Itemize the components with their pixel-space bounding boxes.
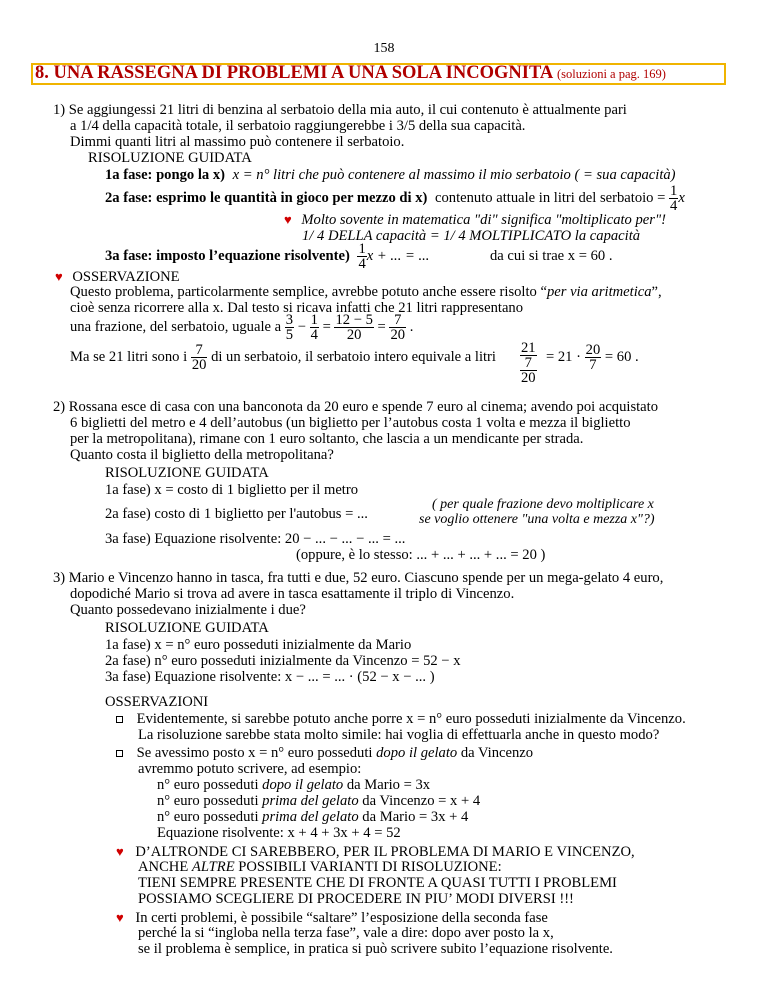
- obs-mid: = 21 ·: [546, 349, 581, 365]
- p2-hint-line2: se voglio ottenere "una volta e mezza x"?): [419, 512, 655, 527]
- frac-num: 3: [285, 312, 294, 329]
- p2-phase2: 2a fase) costo di 1 biglietto per l'autobus = ...: [105, 506, 368, 522]
- b2-text: Se avessimo posto x = n° euro posseduti: [136, 745, 377, 761]
- p3-heart2-line3: se il problema è semplice, in pratica si può scrivere subito l’equazione risolvente.: [138, 941, 613, 957]
- p1-phase2-fraction: [669, 184, 678, 213]
- frac-den: 4: [670, 198, 678, 215]
- frac-den: 7: [589, 357, 597, 374]
- frac-den: 20: [346, 327, 362, 344]
- page-number: 158: [373, 41, 395, 56]
- b2-text: da Mario = 3x: [343, 777, 431, 793]
- heart-icon: ♥: [116, 844, 124, 859]
- p2-phase3-alt: (oppure, è lo stesso: ... + ... + ... + ... = 20 ): [296, 547, 546, 563]
- obs-end: = 60 .: [604, 349, 639, 365]
- p1-note1-text: Molto sovente in matematica "di" significa "moltiplicato per"!: [301, 212, 666, 228]
- p1-phase3-eq: x + ... = ...: [366, 248, 430, 264]
- p3-heart1-line4: POSSIAMO SCEGLIERE DI PROCEDERE IN PIU’ MODI DIVERSI !!!: [138, 891, 574, 907]
- obs-text: di un serbatoio, il serbatoio intero equivale a litri: [211, 349, 496, 365]
- p1-observation-heading-text: OSSERVAZIONE: [72, 269, 180, 285]
- section-title-note: (soluzioni a pag. 169): [556, 67, 666, 81]
- frac-num: 7: [389, 313, 406, 328]
- h1-emph: ALTRE: [191, 859, 235, 875]
- p1-note2: 1/ 4 DELLA capacità = 1/ 4 MOLTIPLICATO la capacità: [302, 228, 641, 244]
- frac-num: 7: [191, 343, 208, 358]
- fraction-7-20: [389, 313, 406, 342]
- p1-result: [546, 342, 639, 372]
- fraction-1-4: [310, 313, 319, 342]
- fraction-7-20: [191, 343, 208, 372]
- p1-phase3-label: 3a fase: imposto l’equazione risolvente): [105, 248, 350, 264]
- p3-phase2: 2a fase) n° euro posseduti inizialmente da Vincenzo = 52 − x: [105, 653, 461, 669]
- frac-num: 12 − 5: [335, 312, 373, 329]
- p1-observation-line4: [70, 342, 496, 372]
- p1-heading: RISOLUZIONE GUIDATA: [88, 150, 252, 166]
- frac-den-den: 20: [521, 370, 536, 386]
- p1-phase3-result: da cui si trae x = 60 .: [490, 248, 613, 264]
- heart-icon: ♥: [116, 910, 124, 925]
- b2-text: da Vincenzo: [457, 745, 534, 761]
- p3-bullet2-line2: avremmo potuto scrivere, ad esempio:: [138, 761, 362, 777]
- p1-phase1-label: 1a fase: pongo la x): [105, 167, 225, 183]
- p3-phase1: 1a fase) x = n° euro posseduti inizialmente da Mario: [105, 637, 412, 653]
- p1-phase3-fraction: [357, 242, 366, 271]
- frac-den: 20: [390, 327, 406, 344]
- frac-num: 1: [310, 312, 318, 329]
- section-title: [35, 63, 666, 84]
- p3-bullet2-line4: [157, 793, 480, 810]
- frac-den: 4: [310, 327, 318, 344]
- p3-bullet1-line2: La risoluzione sarebbe stata molto simile: hai voglia di effettuarla anche in questo modo?: [138, 727, 660, 743]
- p2-phase1: 1a fase) x = costo di 1 biglietto per il metro: [105, 482, 359, 498]
- heart-icon: ♥: [284, 212, 292, 227]
- b2-emph: prima del gelato: [262, 793, 359, 809]
- p3-line2: dopodiché Mario si trova ad avere in tasca esattamente il triplo di Vincenzo.: [70, 586, 515, 602]
- p2-line1: 2) Rossana esce di casa con una banconota da 20 euro e spende 7 euro al cinema; avendo poi acquistato: [53, 399, 659, 415]
- p3-heart1-line1: D’ALTRONDE CI SAREBBERO, PER IL PROBLEMA DI MARIO E VINCENZO,: [135, 844, 635, 860]
- frac-num: 1: [358, 241, 366, 258]
- p1-observation-line1: [70, 284, 662, 301]
- obs-text: una frazione, del serbatoio, uguale a: [70, 319, 282, 335]
- p2-line2: 6 biglietti del metro e 4 dell’autobus (un biglietto per l’autobus costa 1 volta e mezza il biglietto: [70, 415, 631, 431]
- p3-bullet1-line1: Evidentemente, si sarebbe potuto anche porre x = n° euro posseduti inizialmente da Vincenzo.: [136, 711, 686, 727]
- b2-emph: dopo il gelato: [262, 777, 344, 793]
- b2-text: da Vincenzo = x + 4: [358, 793, 481, 809]
- p3-bullet1: [116, 711, 686, 728]
- p2-hint-line1: ( per quale frazione devo moltiplicare x: [432, 497, 654, 512]
- fraction-3-5: [285, 313, 294, 342]
- b2-text: da Mario = 3x + 4: [358, 809, 469, 825]
- p1-phase2-label: 2a fase: esprimo le quantità in gioco per mezzo di x): [105, 190, 428, 206]
- fraction-12-5-20: [334, 313, 373, 342]
- h1-text: POSSIBILI VARIANTI DI RISOLUZIONE:: [234, 859, 502, 875]
- obs-text: Ma se 21 litri sono i: [70, 349, 188, 365]
- p1-phase2-var: x: [678, 190, 685, 206]
- section-title-main: 8. UNA RASSEGNA DI PROBLEMI A UNA SOLA INCOGNITA: [35, 63, 554, 83]
- p1-phase3: [105, 242, 429, 271]
- p1-phase1-text: x = n° litri che può contenere al massimo il mio serbatoio ( = sua capacità): [232, 167, 676, 183]
- square-bullet-icon: [116, 716, 123, 723]
- p3-heart2-line1: In certi problemi, è possibile “saltare” l’esposizione della seconda fase: [135, 910, 548, 926]
- p2-heading: RISOLUZIONE GUIDATA: [105, 465, 269, 481]
- fraction-20-7: [585, 343, 602, 372]
- obs-text: Questo problema, particolarmente semplice, avrebbe potuto anche essere risolto “: [70, 284, 547, 300]
- obs-text: ”,: [651, 284, 662, 300]
- b2-text: n° euro posseduti: [157, 809, 263, 825]
- square-bullet-icon: [116, 750, 123, 757]
- p3-line3: Quanto possedevano inizialmente i due?: [70, 602, 306, 618]
- p2-hint: [419, 497, 655, 527]
- p3-bullet2-line6: Equazione risolvente: x + 4 + 3x + 4 = 52: [157, 825, 401, 841]
- obs-emph: per via aritmetica: [546, 284, 652, 300]
- frac-den: 4: [358, 256, 366, 273]
- p1-complex-fraction: [520, 341, 537, 385]
- frac-num: 20: [585, 342, 601, 359]
- p3-phase3: 3a fase) Equazione risolvente: x − ... = ... · (52 − x − ... ): [105, 669, 435, 685]
- p2-line3: per la metropolitana), rimane con 1 euro soltanto, che lascia a un mendicante per strada.: [70, 431, 584, 447]
- p1-phase2-text: contenuto attuale in litri del serbatoio =: [435, 190, 666, 206]
- p1-line3: Dimmi quanti litri al massimo può contenere il serbatoio.: [70, 134, 405, 150]
- frac-den: 20: [191, 357, 207, 374]
- frac-den: 5: [285, 327, 294, 344]
- p1-line1: 1) Se aggiungessi 21 litri di benzina al serbatoio della mia auto, il cui contenuto è attualmente pari: [53, 102, 627, 118]
- p3-heading: RISOLUZIONE GUIDATA: [105, 620, 269, 636]
- frac-num: 21: [521, 340, 536, 356]
- b2-text: n° euro posseduti: [157, 777, 263, 793]
- heart-icon: ♥: [55, 269, 63, 284]
- p1-line2: a 1/4 della capacità totale, il serbatoio raggiungerebbe i 3/5 della sua capacità.: [70, 118, 526, 134]
- p1-phase2: [105, 184, 685, 213]
- frac-den-num: 7: [520, 356, 537, 371]
- b2-emph: dopo il gelato: [376, 745, 458, 761]
- b2-emph: prima del gelato: [262, 809, 359, 825]
- p1-observation-line2: cioè senza ricorrere alla x. Dal testo si ricava infatti che 21 litri rappresentano: [70, 300, 524, 316]
- p1-phase1: [105, 167, 676, 184]
- p2-line4: Quanto costa il biglietto della metropolitana?: [70, 447, 334, 463]
- fraction-21-over-7-20: [520, 341, 537, 385]
- frac-num: 1: [670, 183, 678, 200]
- p3-bullet2: [116, 745, 533, 762]
- b2-text: n° euro posseduti: [157, 793, 263, 809]
- p3-observations-heading: OSSERVAZIONI: [105, 694, 209, 710]
- p3-heart2-line2: perché la si “ingloba nella terza fase”, vale a dire: dopo aver posto la x,: [138, 925, 554, 941]
- p1-observation-line3: una frazione, del serbatoio, uguale a $\frac{3}{5}$ − $\frac{1}{4}$ = $\frac{12 - 5}{20}$ = $\frac{7}{20}$ .: [70, 312, 414, 344]
- p3-bullet2-line3: [157, 777, 430, 794]
- h1-text: ANCHE: [138, 859, 192, 875]
- p1-note1: [284, 211, 666, 229]
- p3-line1: 3) Mario e Vincenzo hanno in tasca, fra tutti e due, 52 euro. Ciascuno spende per un mega-gelato 4 euro,: [53, 570, 664, 586]
- p3-heart1-line2: [138, 859, 502, 876]
- p2-phase3: 3a fase) Equazione risolvente: 20 − ... − ... − ... = ...: [105, 531, 406, 547]
- p3-bullet2-line5: [157, 809, 468, 826]
- p3-heart1-line3: TIENI SEMPRE PRESENTE CHE DI FRONTE A QUASI TUTTI I PROBLEMI: [138, 875, 617, 891]
